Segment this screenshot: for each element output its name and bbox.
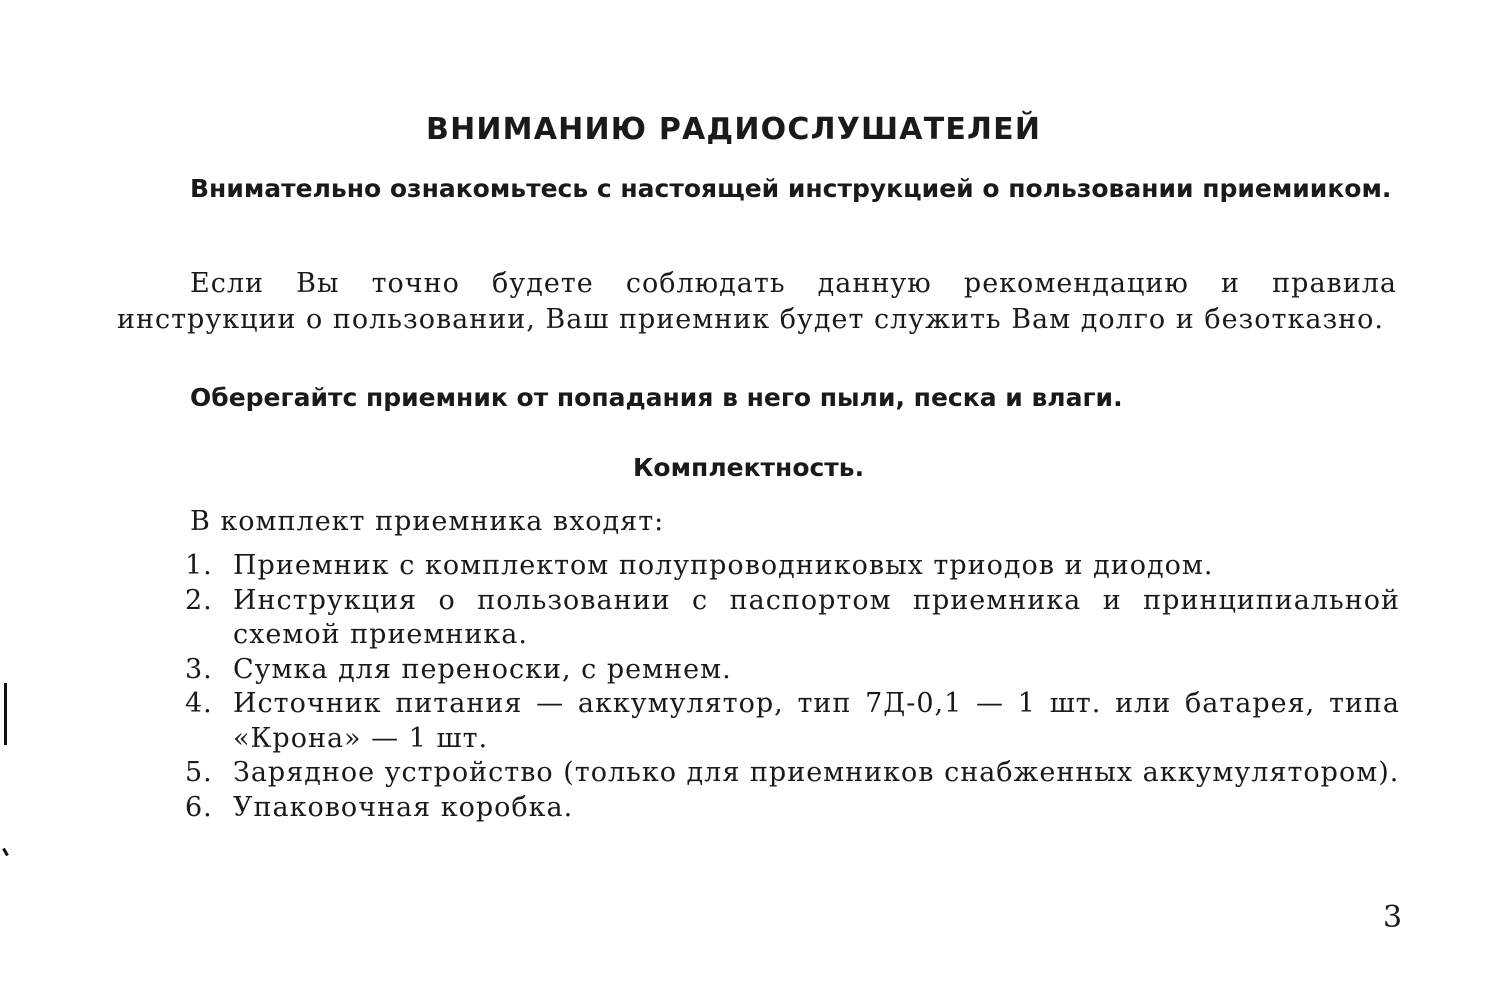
list-item-number: 5. [185, 757, 213, 788]
list-item-number: 6. [185, 791, 213, 823]
page-number: 3 [1383, 900, 1403, 935]
list-item-number: 1. [185, 550, 213, 581]
contents-list [185, 549, 1400, 825]
instruction-paragraph: Внимательно ознакомьтесь с настоящей инструкцией о пользовании приемииком. [190, 174, 1392, 203]
list-item-text: Приемник с комплектом полупроводниковых триодов и диодом. [233, 550, 1214, 581]
recommendation-paragraph: Если Вы точно будете соблюдать данную рекомендацию и правила инструкции о пользовании, Ваш приемник будет служить Вам долго и безотказно. [117, 268, 1397, 335]
list-item-number: 2. [185, 584, 213, 616]
list-item [185, 687, 1400, 756]
list-item [185, 584, 1400, 653]
list-item-text: Источник питания — аккумулятор, тип 7Д-0,1 — 1 шт. или батарея, типа «Крона» — 1 шт. [233, 688, 1400, 754]
list-item-number: 4. [185, 688, 213, 719]
list-item-number: 3. [185, 653, 213, 685]
list-item [185, 791, 1400, 826]
scan-margin-mark [4, 683, 7, 745]
list-item [185, 756, 1400, 791]
list-item-text: Зарядное устройство (только для приемников снабженных аккумулятором). [233, 757, 1400, 788]
list-item [185, 549, 1400, 584]
section-heading-contents: Комплектность. [633, 453, 865, 482]
scan-margin-mark [2, 848, 9, 856]
contents-intro: В комплект приемника входят: [190, 506, 665, 537]
list-item-text: Упаковочная коробка. [233, 791, 574, 823]
warning-paragraph: Оберегайтс приемник от попадания в него пыли, песка и влаги. [190, 383, 1123, 412]
list-item [185, 653, 1400, 688]
page-title: ВНИМАНИЮ РАДИОСЛУШАТЕЛЕЙ [426, 112, 1042, 147]
list-item-text: Инструкция о пользовании с паспортом приемника и принципиальной схемой приемника. [233, 584, 1400, 650]
list-item-text: Сумка для переноски, с ремнем. [233, 653, 732, 685]
